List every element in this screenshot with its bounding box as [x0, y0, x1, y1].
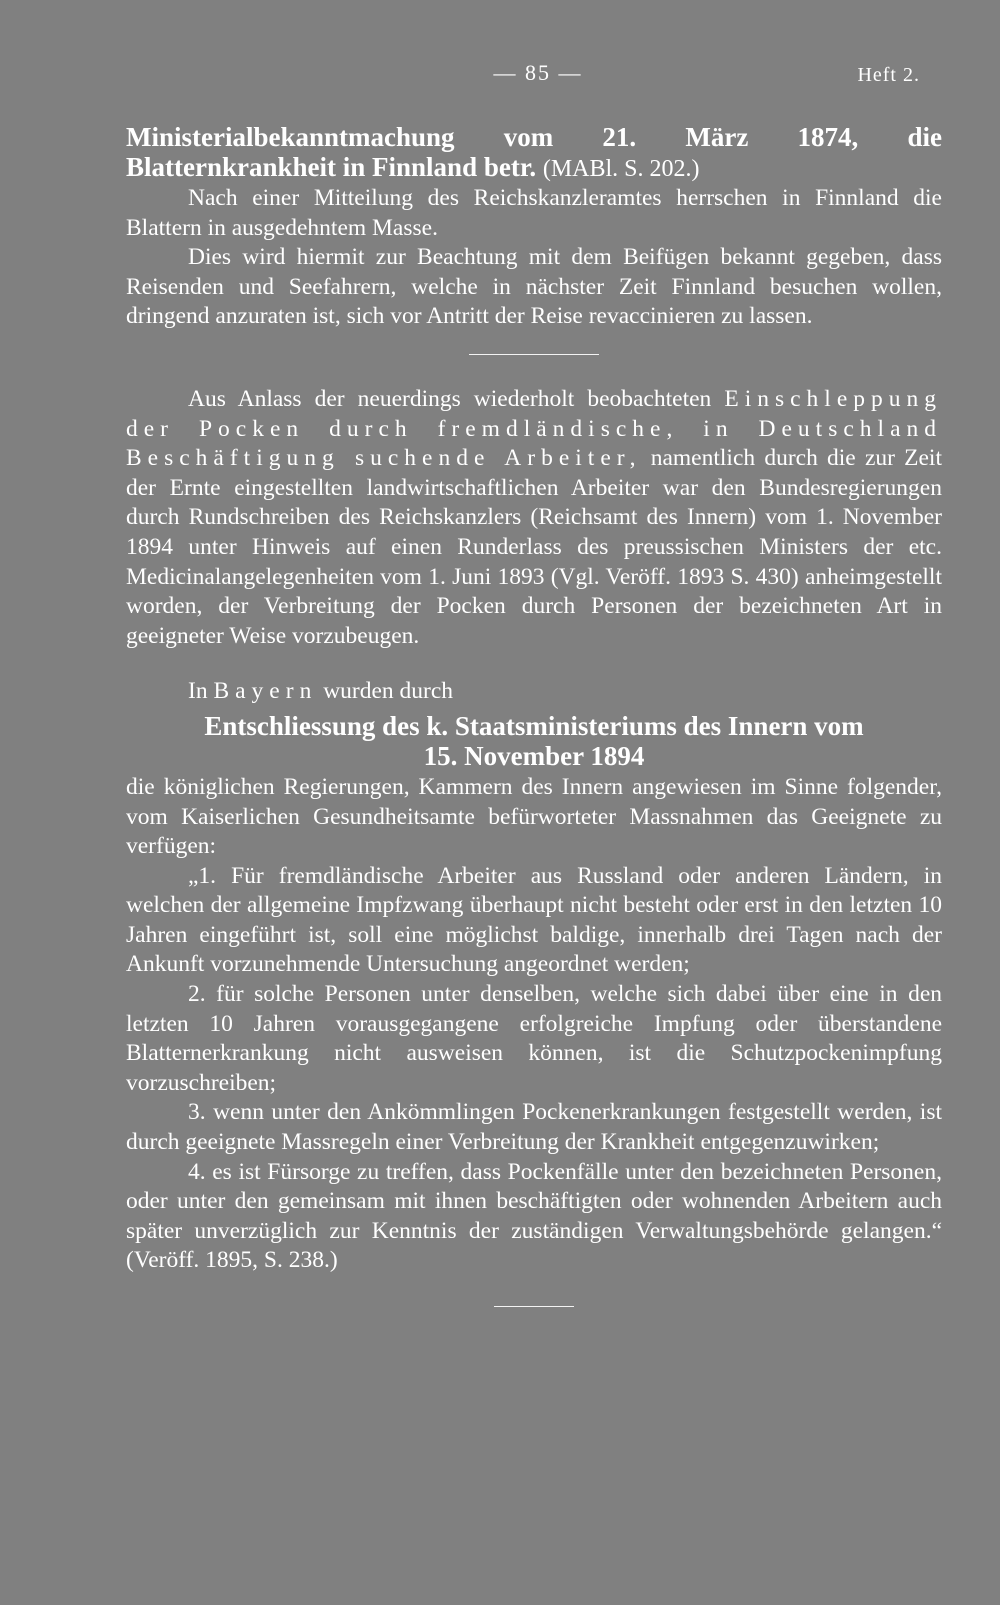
issue-label: Heft 2.	[857, 64, 920, 86]
bavaria-prefix: In	[188, 678, 208, 705]
page-header	[0, 60, 1000, 94]
notice-title-text: Ministerialbekanntmachung vom 21. März 1874, die Blatternkrankheit in Finnland betr.	[126, 122, 942, 182]
decree-intro: die königlichen Regierungen, Kammern des Innern angewiesen im Sinne folgender, vom Kaiserlichen Gesundheitsamte befürworteter Massnahmen das Geeignete zu verfügen:	[126, 773, 942, 860]
intro-text-before: Aus Anlass der neuerdings wiederholt beobachteten	[188, 385, 712, 412]
bavaria-suffix: wurden durch	[323, 678, 454, 705]
notice-paragraph-1: Nach einer Mitteilung des Reichskanzleramtes herrschen in Finnland die Blattern in ausgedehntem Masse.	[126, 185, 942, 241]
section-divider	[469, 354, 599, 355]
decree-title-line-1: Entschliessung des k. Staatsministeriums des Innern vom	[204, 710, 864, 741]
intro-text-after: namentlich durch die zur Zeit der Ernte eingestellten landwirtschaftlichen Arbeiter war den Bundesregierungen durch Rundschreiben des Reichskanzlers (Reichsamt des Innern) vom 1. November 1894 unter Hinweis auf einen Runderlass des preussischen Ministers der etc. Medicinalangelegenheiten vom 1. Juni 1893 (Vgl. Veröff. 1893 S. 430) anheimgestellt worden, der Verbreitung der Pocken durch Personen der bezeichneten Art in geeigneter Weise vorzubeugen.	[126, 445, 942, 649]
bavaria-line	[126, 677, 942, 707]
intro-text-emphasized: Einschleppung der Pocken durch fremdländische, in Deutschland Beschäftigung suchende Arbeiter,	[126, 385, 943, 472]
decree-item-1: „1. Für fremdländische Arbeiter aus Russland oder anderen Ländern, in welchen der allgemeine Impfzwang überhaupt nicht besteht oder erst in den letzten 10 Jahren eingeführt ist, soll eine möglichst baldige, innerhalb drei Tagen nach der Ankunft vorzunehmende Untersuchung angeordnet werden;	[126, 862, 942, 978]
decree-title	[126, 711, 942, 771]
notice-reference: (MABl. S. 202.)	[542, 156, 700, 182]
page-content	[126, 122, 942, 1307]
decree-item-4: 4. es ist Fürsorge zu treffen, dass Pockenfälle unter den bezeichneten Personen, oder unter den gemeinsam mit ihnen beschäftigten oder wohnenden Arbeitern auch später unverzüglich zur Kenntnis der zuständigen Verwaltungsbehörde gelangen.“ (Veröff. 1895, S. 238.)	[126, 1158, 942, 1274]
spacer	[126, 651, 942, 677]
notice-title	[126, 122, 942, 184]
notice-paragraph-2: Dies wird hiermit zur Beachtung mit dem Beifügen bekannt gegeben, dass Reisenden und Seefahrern, welche in nächster Zeit Finnland besuchen wollen, dringend anzuraten ist, sich vor Antritt der Reise revaccinieren zu lassen.	[126, 244, 942, 330]
decree-item-2: 2. für solche Personen unter denselben, welche sich dabei über eine in den letzten 10 Jahren vorausgegangene erfolgreiche Impfung oder überstandene Blatternerkrankung nicht ausweisen können, ist die Schutzpockenimpfung vorzuschreiben;	[126, 981, 942, 1096]
decree-item-3: 3. wenn unter den Ankömmlingen Pockenerkrankungen festgestellt werden, ist durch geeignete Massregeln einer Verbreitung der Krankheit entgegenzuwirken;	[126, 1099, 942, 1156]
bavaria-emphasized: Bayern	[213, 678, 318, 705]
end-divider	[494, 1306, 574, 1307]
page-number: — 85 —	[493, 60, 583, 85]
section-intro-paragraph	[126, 385, 942, 651]
decree-title-line-2: 15. November 1894	[423, 740, 645, 771]
